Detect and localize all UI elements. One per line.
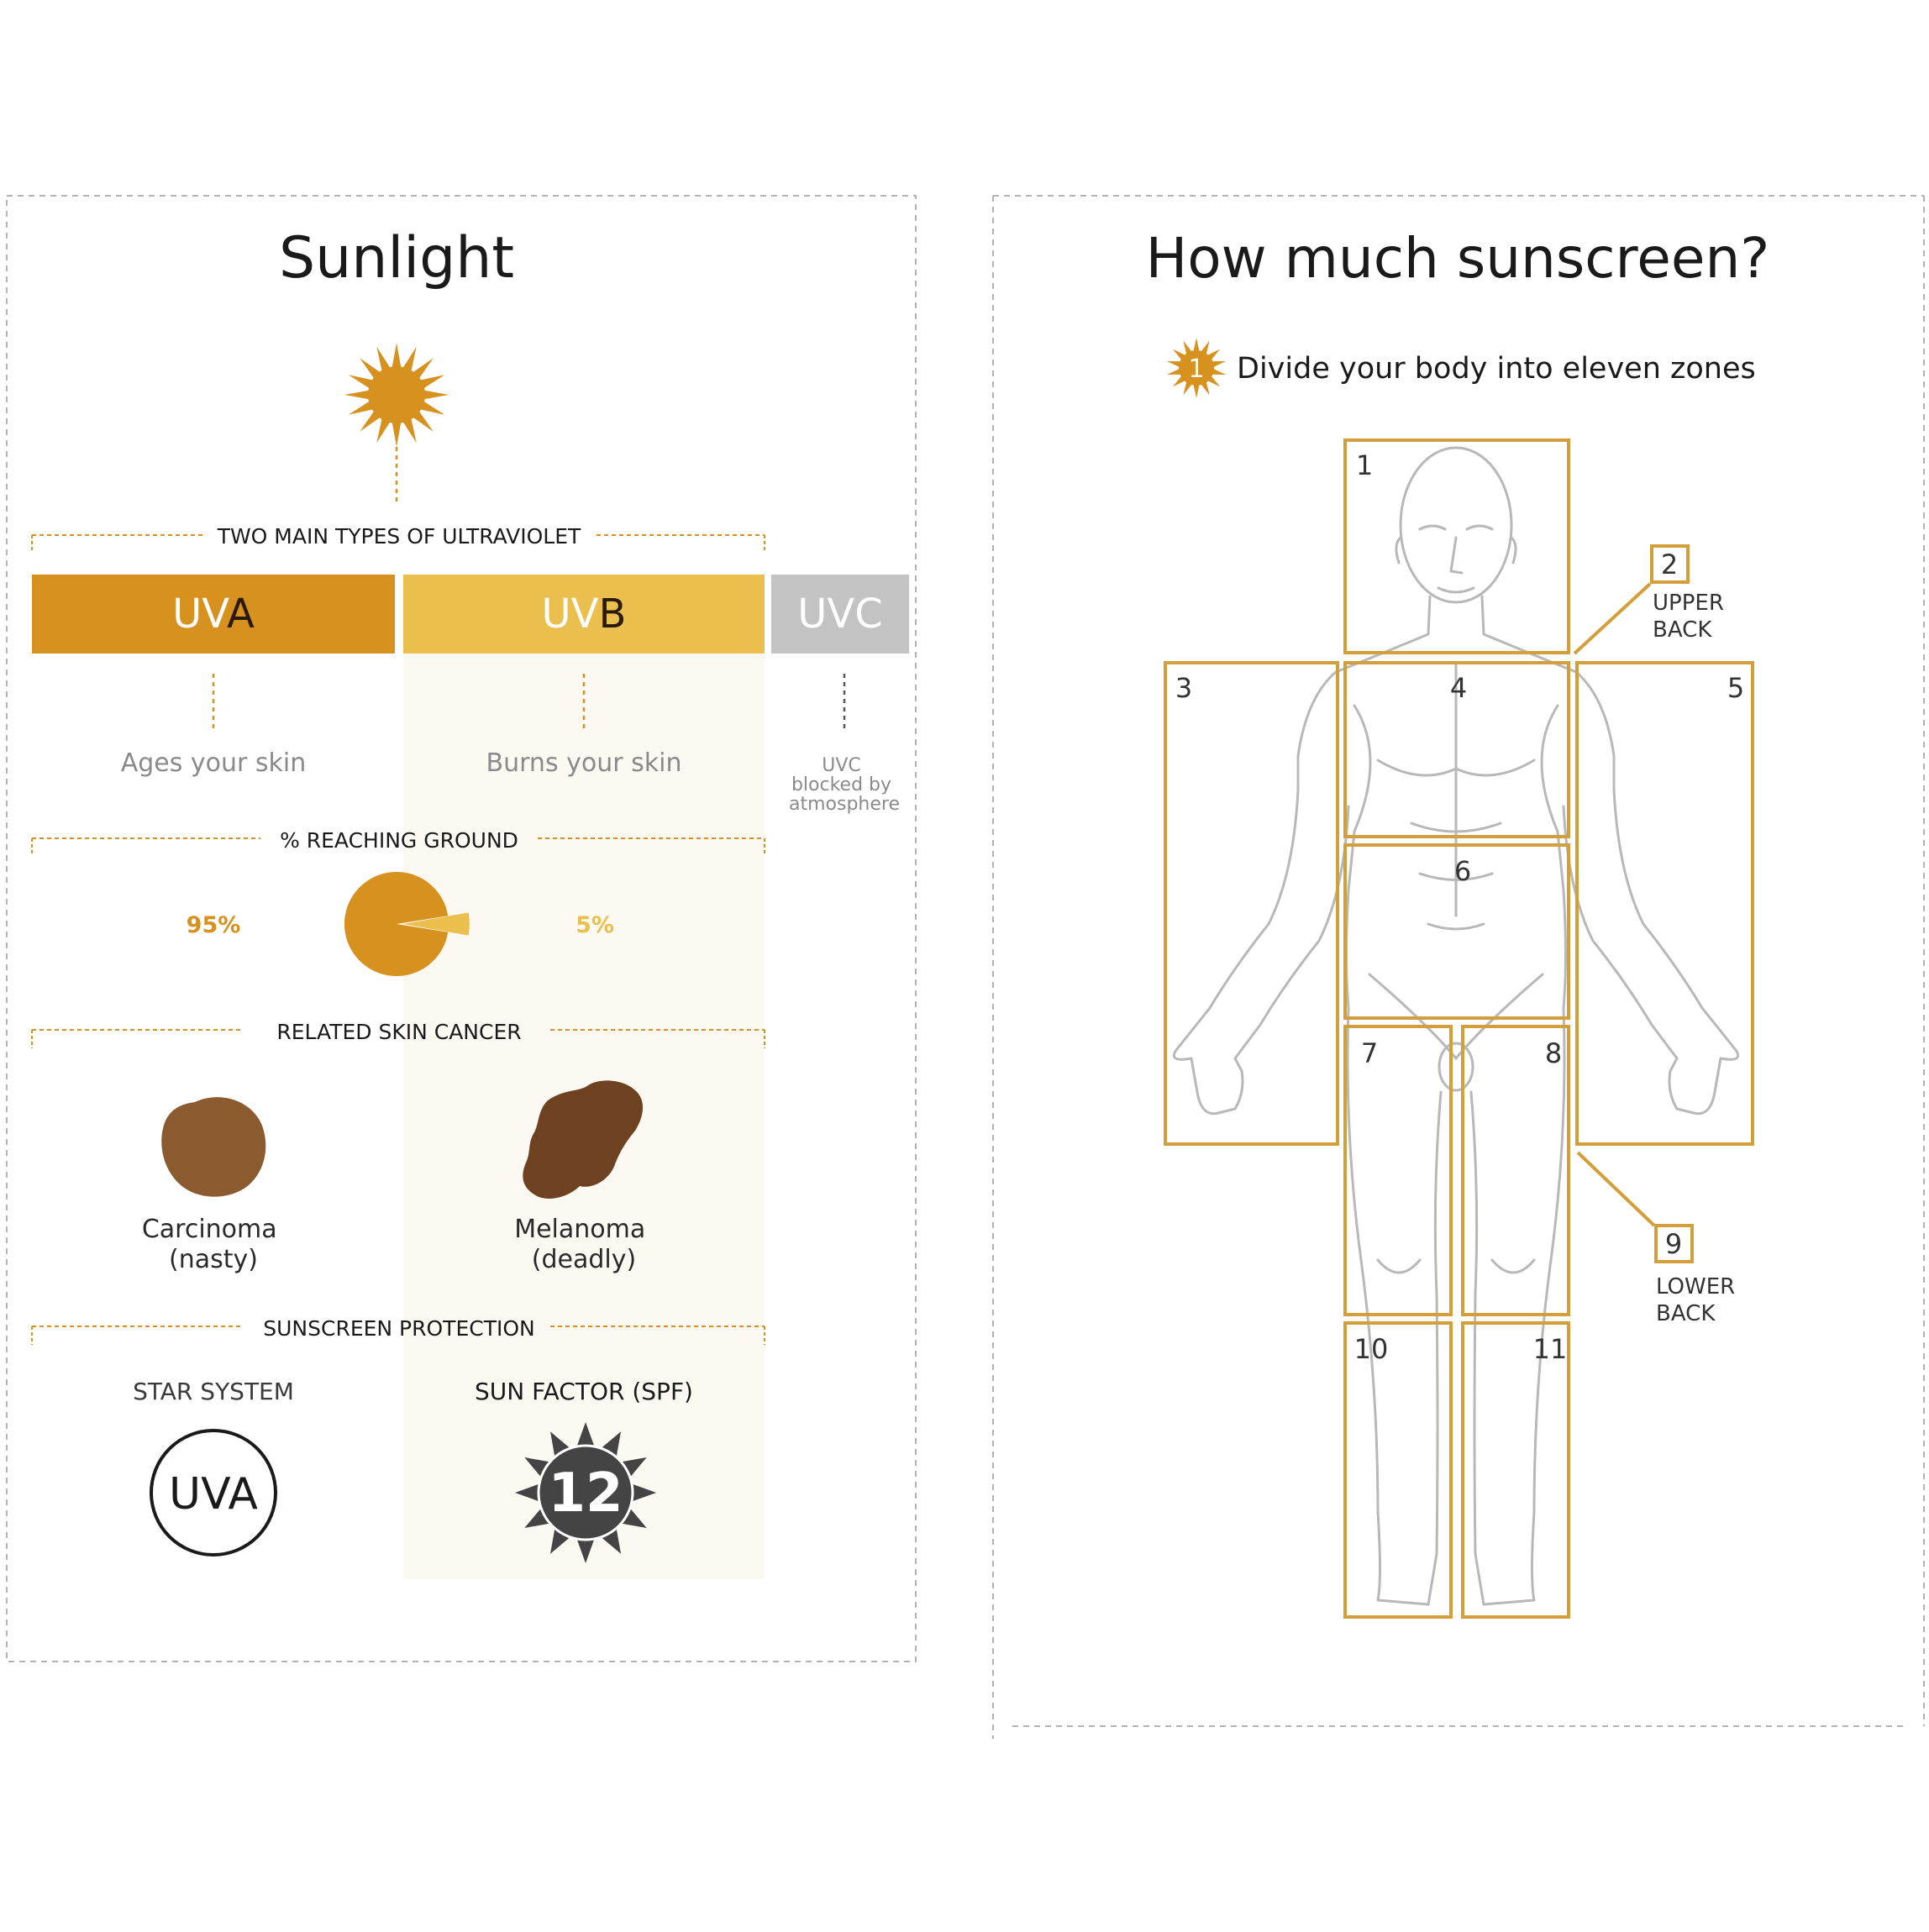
lower-back-label: LOWER BACK (1656, 1274, 1736, 1326)
zone-label-5: 5 (1727, 672, 1745, 704)
zone-label-4: 4 (1449, 672, 1468, 704)
zone-label-6: 6 (1453, 855, 1472, 887)
uva-percent: 95% (186, 912, 241, 938)
zone-label-11: 11 (1532, 1333, 1568, 1365)
zone-10-box (1345, 1323, 1451, 1617)
uv-types-header-text: TWO MAIN TYPES OF ULTRAVIOLET (217, 524, 581, 549)
zone-1-box (1345, 440, 1569, 653)
zone-5-box (1577, 663, 1753, 1144)
uv-types-header (32, 524, 765, 550)
uva-effect: Ages your skin (120, 748, 307, 778)
zone-label-3: 3 (1175, 672, 1193, 704)
step-one-sun-icon (1167, 338, 1226, 398)
sun-icon (344, 343, 449, 447)
uvc-bar-label: UVC (797, 591, 883, 638)
sun-factor-label: SUN FACTOR (SPF) (475, 1378, 693, 1405)
ground-header-text: % REACHING GROUND (280, 828, 518, 853)
melanoma-label: Melanoma (deadly) (514, 1215, 646, 1274)
sunlight-panel (7, 196, 916, 1662)
zone-label-9: 9 (1664, 1228, 1683, 1260)
carcinoma-blob (161, 1097, 265, 1196)
svg-text:1: 1 (1188, 354, 1205, 384)
zone-label-10: 10 (1353, 1333, 1389, 1365)
zone-label-2: 2 (1660, 549, 1679, 580)
star-system-label: STAR SYSTEM (133, 1378, 294, 1405)
uvb-percent: 5% (576, 912, 614, 938)
cancer-header-text: RELATED SKIN CANCER (276, 1020, 522, 1044)
uvb-bar-label: UVB (541, 591, 627, 638)
protection-header-text: SUNSCREEN PROTECTION (263, 1316, 535, 1341)
zone-label-8: 8 (1544, 1037, 1563, 1069)
spf-badge-text: 12 (548, 1462, 623, 1525)
zone-3-box (1165, 663, 1338, 1144)
sunlight-title: Sunlight (278, 225, 515, 291)
zone-labels (1175, 449, 1744, 1365)
zone-label-7: 7 (1360, 1037, 1379, 1069)
sunscreen-title: How much sunscreen? (1145, 226, 1770, 291)
uva-bar-label: UVA (172, 591, 255, 638)
carcinoma-label: Carcinoma (nasty) (141, 1215, 277, 1274)
uvb-effect: Burns your skin (486, 748, 682, 778)
zone-label-1: 1 (1355, 449, 1374, 481)
upper-back-label: UPPER BACK (1653, 591, 1724, 643)
step-one-text: Divide your body into eleven zones (1237, 352, 1756, 386)
uvc-note: UVC blocked by atmosphere (789, 755, 900, 815)
sunscreen-panel (993, 196, 1924, 1739)
uva-star-badge-text: UVA (169, 1469, 258, 1520)
